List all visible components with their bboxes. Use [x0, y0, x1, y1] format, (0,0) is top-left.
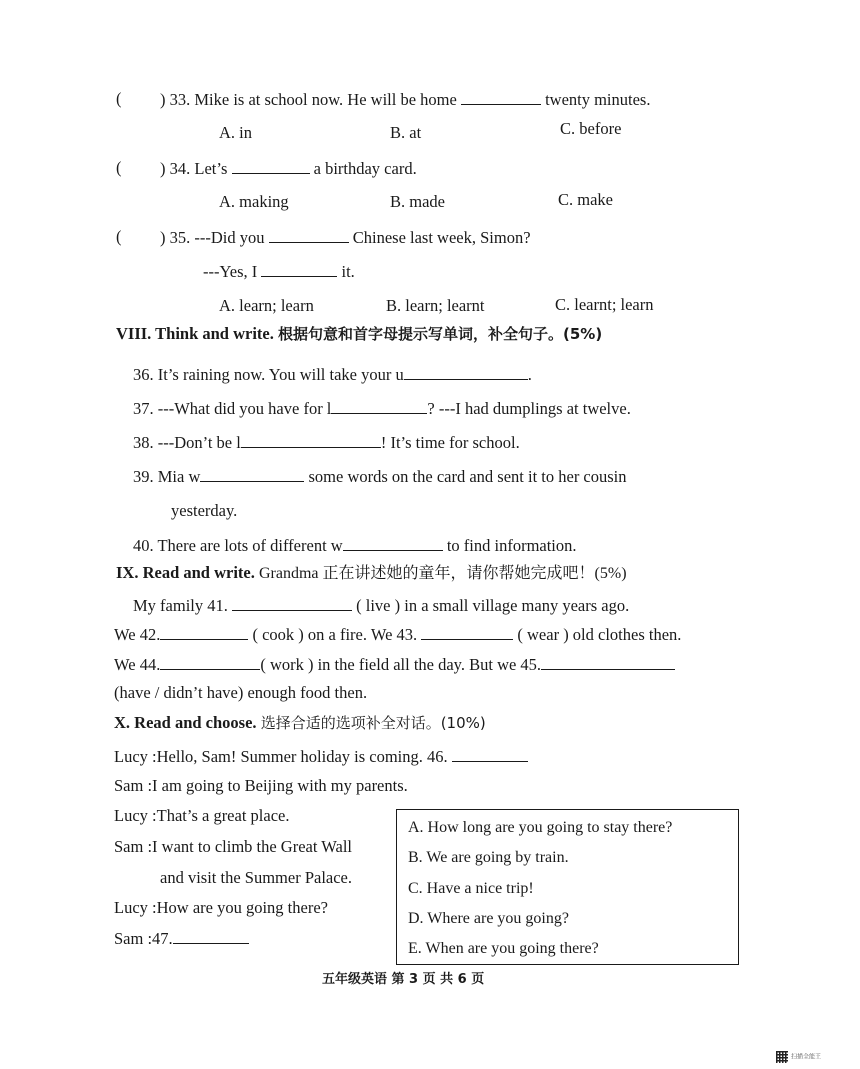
- choice-c[interactable]: C. Have a nice trip!: [408, 880, 534, 897]
- q34-stem: [160, 158, 417, 179]
- section-9-title: IX. Read and write.: [116, 563, 255, 582]
- q37-blank[interactable]: [331, 398, 427, 414]
- q35-line2-a: ---Yes, I: [203, 262, 258, 281]
- dialog-line: [114, 746, 528, 767]
- dialog-line: [114, 837, 352, 857]
- passage-line-45: (have / didn’t have) enough food then.: [114, 683, 368, 702]
- dialog-line: [114, 898, 328, 918]
- q39-text-a: 39. Mia w: [133, 467, 201, 486]
- q35-option-a[interactable]: A. learn; learn: [219, 296, 314, 315]
- choice-box: [396, 809, 739, 965]
- q36: [133, 364, 532, 385]
- q37-text-b: ? ---I had dumplings at twelve.: [427, 399, 631, 418]
- q35-text-a: ) 35. ---Did you: [160, 228, 265, 247]
- speaker-label: Sam :: [114, 837, 153, 856]
- speaker-label: Lucy :: [114, 747, 157, 766]
- speaker-label: Lucy :: [114, 898, 157, 917]
- q35-line2: [203, 261, 355, 282]
- q33-blank[interactable]: [461, 89, 541, 105]
- p42-text-a: We 42.: [114, 625, 161, 644]
- choice-b[interactable]: B. We are going by train.: [408, 849, 569, 866]
- section-9-instruction: Grandma 正在讲述她的童年，请你帮她完成吧！(5%): [259, 565, 627, 582]
- dialog-text: That’s a great place.: [156, 806, 290, 825]
- speaker-label: Lucy :: [114, 806, 157, 825]
- section-10-instruction: 选择合适的选项补全对话。(10%): [260, 714, 486, 732]
- dialog-line: [114, 928, 249, 949]
- q34-text-b: a birthday card.: [313, 159, 417, 178]
- q35-option-b[interactable]: B. learn; learnt: [386, 296, 485, 315]
- q37-text-a: 37. ---What did you have for l: [133, 399, 332, 418]
- q35-option-c[interactable]: C. learnt; learn: [555, 295, 654, 314]
- q36-blank[interactable]: [404, 364, 528, 380]
- q33-paren: (: [116, 89, 122, 108]
- p41-text-b: ( live ) in a small village many years ago.: [356, 596, 630, 615]
- scanner-label: 扫描全能王: [791, 1053, 822, 1061]
- dialog-text: 47.: [152, 929, 173, 948]
- q39-line2: yesterday.: [171, 501, 238, 520]
- dialog-text: and visit the Summer Palace.: [160, 868, 352, 887]
- section-9-heading: [116, 563, 627, 584]
- choice-d[interactable]: D. Where are you going?: [408, 910, 569, 927]
- section-8-heading: [116, 324, 602, 344]
- passage-line-41: [133, 595, 629, 616]
- q40-text-b: to find information.: [446, 536, 577, 555]
- dialog-text: How are you going there?: [156, 898, 328, 917]
- q39: [133, 466, 627, 487]
- q34-option-c[interactable]: C. make: [558, 190, 613, 209]
- choice-e[interactable]: E. When are you going there?: [408, 940, 599, 957]
- section-10-heading: [114, 713, 486, 733]
- q38: [133, 432, 520, 453]
- q38-text-b: ! It’s time for school.: [380, 433, 520, 452]
- p44-text-a: We 44.: [114, 655, 161, 674]
- q33-option-c[interactable]: C. before: [560, 119, 622, 138]
- blank-43[interactable]: [421, 624, 513, 640]
- q35-stem: [160, 227, 531, 248]
- q38-blank[interactable]: [241, 432, 381, 448]
- blank-44[interactable]: [160, 654, 260, 670]
- q40-blank[interactable]: [343, 535, 443, 551]
- q38-text-a: 38. ---Don’t be l: [133, 433, 241, 452]
- blank-41[interactable]: [232, 595, 352, 611]
- q34-option-b[interactable]: B. made: [390, 192, 445, 211]
- passage-line-42: [114, 624, 681, 645]
- q34-text-a: ) 34. Let’s: [160, 159, 228, 178]
- blank-47[interactable]: [173, 928, 249, 944]
- dialog-text: Hello, Sam! Summer holiday is coming. 46.: [156, 747, 448, 766]
- dialog-line: [160, 868, 352, 888]
- p42-text-b: ( cook ) on a fire. We 43.: [252, 625, 418, 644]
- q36-text-a: 36. It’s raining now. You will take your u: [133, 365, 404, 384]
- dialog-text: I am going to Beijing with my parents.: [152, 776, 408, 795]
- p41-text-a: My family 41.: [133, 596, 228, 615]
- speaker-label: Sam :: [114, 776, 153, 795]
- q39-text-b: some words on the card and sent it to her cousin: [308, 467, 627, 486]
- scanner-watermark: [776, 1051, 821, 1063]
- page-footer: 五年级英语 第 3 页 共 6 页: [322, 972, 485, 987]
- q34-paren: (: [116, 158, 122, 177]
- q33-stem: [160, 89, 650, 110]
- speaker-label: Sam :: [114, 929, 153, 948]
- section-10-title: X. Read and choose.: [114, 713, 257, 732]
- p44-text-b: ( work ) in the field all the day. But we 45.: [260, 655, 542, 674]
- blank-45[interactable]: [541, 654, 675, 670]
- q40-text-a: 40. There are lots of different w: [133, 536, 343, 555]
- q37: [133, 398, 631, 419]
- passage-line-44: [114, 654, 675, 675]
- q35-blank-2[interactable]: [261, 261, 337, 277]
- q39-blank[interactable]: [200, 466, 304, 482]
- q33-text-b: twenty minutes.: [545, 90, 651, 109]
- q40: [133, 535, 577, 556]
- q33-text-a: ) 33. Mike is at school now. He will be home: [160, 90, 457, 109]
- section-8-title: VIII. Think and write.: [116, 324, 274, 343]
- q33-option-b[interactable]: B. at: [390, 123, 422, 142]
- q35-line2-b: it.: [341, 262, 355, 281]
- choice-a[interactable]: A. How long are you going to stay there?: [408, 819, 673, 836]
- dialog-line: [114, 776, 408, 796]
- dialog-line: [114, 806, 289, 826]
- q34-option-a[interactable]: A. making: [219, 192, 289, 211]
- section-8-instruction: 根据句意和首字母提示写单词，补全句子。(5%): [278, 325, 603, 343]
- p42-text-c: ( wear ) old clothes then.: [517, 625, 682, 644]
- q34-blank[interactable]: [232, 158, 310, 174]
- q35-text-b: Chinese last week, Simon?: [352, 228, 531, 247]
- blank-46[interactable]: [452, 746, 528, 762]
- q35-paren: (: [116, 227, 122, 246]
- q36-text-b: .: [527, 365, 532, 384]
- blank-42[interactable]: [160, 624, 248, 640]
- q33-option-a[interactable]: A. in: [219, 123, 252, 142]
- qr-code-icon: [776, 1051, 788, 1063]
- dialog-text: I want to climb the Great Wall: [152, 837, 353, 856]
- q35-blank-1[interactable]: [269, 227, 349, 243]
